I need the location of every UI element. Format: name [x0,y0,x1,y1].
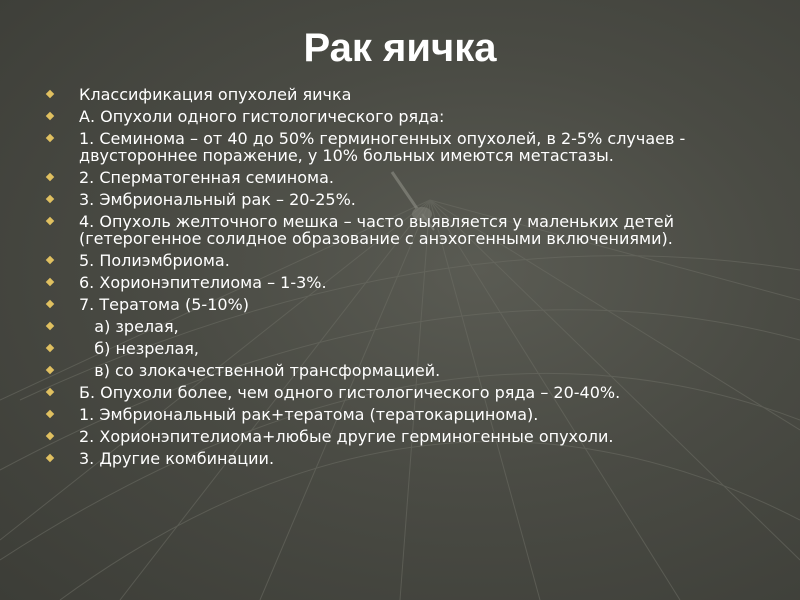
diamond-bullet-icon [46,217,54,225]
list-item [47,86,767,103]
list-item-text: 5. Полиэмбриома. [79,251,230,270]
list-item [47,318,767,335]
list-item-text: в) со злокачественной трансформацией. [79,361,441,380]
diamond-bullet-icon [46,256,54,264]
diamond-bullet-icon [46,322,54,330]
diamond-bullet-icon [46,388,54,396]
list-item-text: 7. Тератома (5-10%) [79,295,249,314]
list-item-text: 3. Другие комбинации. [79,449,275,468]
list-item [47,428,767,445]
diamond-bullet-icon [46,410,54,418]
diamond-bullet-icon [46,432,54,440]
slide-title: Рак яичка [303,26,497,70]
list-item [47,191,767,208]
list-item-text: А. Опухоли одного гистологического ряда: [79,107,445,126]
list-item [47,296,767,313]
diamond-bullet-icon [46,112,54,120]
diamond-bullet-icon [46,90,54,98]
list-item [47,406,767,423]
list-item [47,340,767,357]
diamond-bullet-icon [46,278,54,286]
diamond-bullet-icon [46,134,54,142]
diamond-bullet-icon [46,344,54,352]
list-item-text: 2. Сперматогенная семинома. [79,168,334,187]
diamond-bullet-icon [46,173,54,181]
list-item-text: 6. Хорионэпителиома – 1-3%. [79,273,327,292]
diamond-bullet-icon [46,366,54,374]
list-item-text: а) зрелая, [79,317,179,336]
list-item-text: б) незрелая, [79,339,200,358]
list-item-text: Б. Опухоли более, чем одного гистологического ряда – 20-40%. [79,383,621,402]
list-item [47,108,767,125]
list-item [47,169,767,186]
diamond-bullet-icon [46,300,54,308]
diamond-bullet-icon [46,195,54,203]
list-item-text: 2. Хорионэпителиома+любые другие герминогенные опухоли. [79,427,614,446]
list-item-text: Классификация опухолей яичка [79,85,352,104]
list-item-text: 1. Эмбриональный рак+тератома (тератокарцинома). [79,405,539,424]
list-item [47,450,767,467]
bullet-list [47,86,767,472]
diamond-bullet-icon [46,454,54,462]
list-item-text: 3. Эмбриональный рак – 20-25%. [79,190,356,209]
list-item [47,130,767,164]
list-item-text: 4. Опухоль желточного мешка – часто выявляется у маленьких детей (гетерогенное солидное образование с анэхогенными включениями). [79,212,680,248]
list-item-text: 1. Семинома – от 40 до 50% герминогенных опухолей, в 2-5% случаев - двустороннее поражение, у 10% больных имеются метастазы. [79,129,691,165]
list-item [47,252,767,269]
list-item [47,384,767,401]
list-item [47,274,767,291]
list-item [47,362,767,379]
list-item [47,213,767,247]
